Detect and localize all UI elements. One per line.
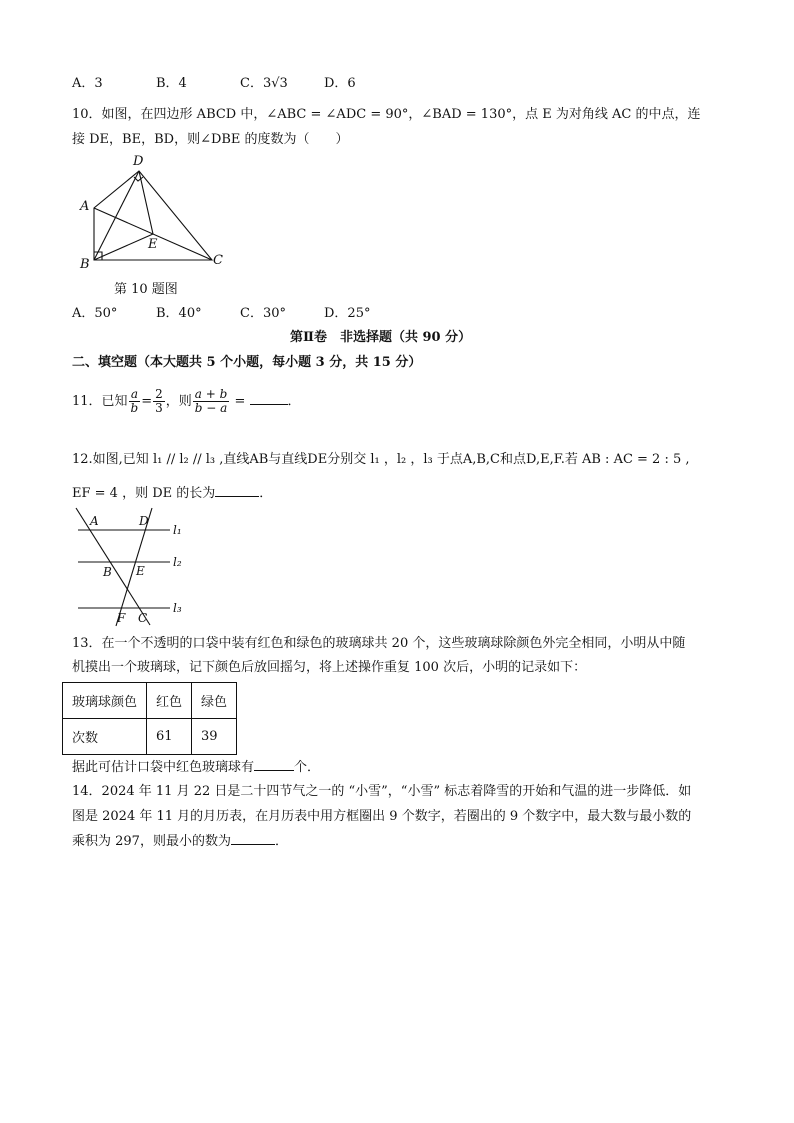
q10-label-c: C (213, 253, 223, 268)
q11-frac3-num: a + b (194, 387, 228, 401)
part2-title: 二、填空题（本大题共 5 个小题，每小题 3 分，共 15 分） (72, 355, 422, 370)
q12-label-b: B (103, 565, 112, 579)
section2-title: 第Ⅱ卷 非选择题（共 90 分） (290, 330, 472, 345)
q13-answer-blank[interactable] (254, 758, 294, 771)
q12-label-d: D (139, 514, 149, 528)
q10-option-c: C．30° (240, 306, 286, 321)
q14-text-line3 (72, 832, 288, 852)
q11-fraction-expression (193, 388, 230, 415)
q10-option-a: A．50° (72, 306, 118, 321)
q10-label-a: A (80, 199, 90, 214)
q12-label-c: C (138, 611, 148, 625)
q11-eq: = (141, 394, 153, 409)
table-header-cell: 玻璃球颜色 (63, 683, 147, 719)
q11-fraction-2-over-3 (153, 388, 165, 415)
q12-line2-prefix: EF = 4 ，则 DE 的长为 (72, 486, 216, 501)
q14-answer-blank[interactable] (231, 832, 275, 845)
q12-line2-suffix: ． (259, 486, 273, 501)
q13-record-table (62, 682, 237, 755)
q12-figure (72, 505, 192, 629)
q13-text-line3 (72, 758, 320, 778)
q14-text-line1: 14．2024 年 11 月 22 日是二十四节气之一的 “小雪”，“小雪” 标志着降雪的开始和气温的进一步降低．如 (72, 784, 692, 799)
table-cell: 61 (147, 719, 192, 755)
q12-answer-blank[interactable] (215, 484, 259, 497)
q10-text-line2: 接 DE，BE，BD，则∠DBE 的度数为（ ） (72, 132, 349, 147)
q10-segment-de (139, 171, 153, 234)
q14-line3-suffix: ． (274, 834, 288, 849)
q13-line3-prefix: 据此可估计口袋中红色玻璃球有 (72, 760, 255, 775)
q12-text-line2 (72, 484, 272, 504)
q12-label-l1: l₁ (173, 523, 182, 537)
q10-label-e: E (148, 237, 158, 252)
q9-option-b: B．4 (156, 76, 187, 91)
q10-text-line1: 10．如图，在四边形 ABCD 中，∠ABC = ∠ADC = 90°，∠BAD = 130°，点 E 为对角线 AC 的中点，连 (72, 107, 701, 122)
q11-frac2-num: 2 (155, 387, 163, 401)
q9-option-c: C．3√3 (240, 76, 288, 91)
q12-label-l3: l₃ (173, 601, 182, 615)
q11-fraction-a-over-b (129, 388, 141, 415)
q14-text-line2: 图是 2024 年 11 月的月历表，在月历表中用方框圈出 9 个数字，若圈出的 9 个数字中，最大数与最小数的 (72, 809, 692, 824)
table-row (63, 719, 237, 755)
q13-line3-suffix: 个． (294, 760, 321, 775)
q11-frac1-num: a (129, 388, 141, 402)
q11-mid: ，则 (165, 394, 192, 409)
q11-frac1-den: b (130, 401, 139, 415)
q11-frac2-den: 3 (155, 401, 163, 415)
q12-label-l2: l₂ (173, 555, 182, 569)
q11-text: 11．已知 $\frac{a}{b}$ = $\frac{2}{3}$ ，则 $\frac{a + b}{b - a}$ = ． (72, 387, 301, 415)
q12-label-a: A (90, 514, 99, 528)
q11-answer-blank[interactable] (250, 392, 288, 405)
q10-option-d: D．25° (324, 306, 371, 321)
q10-label-b: B (80, 257, 90, 272)
q11-frac3-den: b − a (194, 401, 228, 415)
table-cell: 次数 (63, 719, 147, 755)
q11-suffix: ． (287, 394, 301, 409)
q10-diagonal-bd (94, 171, 139, 260)
q10-segment-be (94, 234, 153, 260)
q12-label-f: F (117, 611, 126, 625)
q9-option-a: A．3 (72, 76, 103, 91)
q10-option-b: B．40° (156, 306, 202, 321)
q13-text-line1: 13．在一个不透明的口袋中装有红色和绿色的玻璃球共 20 个，这些玻璃球除颜色外完全相同，小明从中随 (72, 636, 686, 651)
q9-option-d: D．6 (324, 76, 356, 91)
table-header-cell: 绿色 (192, 683, 237, 719)
q14-line3-prefix: 乘积为 297，则最小的数为 (72, 834, 231, 849)
q12-label-e: E (136, 564, 145, 578)
q10-figure (72, 150, 232, 275)
q9-options (72, 74, 356, 94)
q10-options (72, 304, 370, 324)
q12-text-line1: 12.如图,已知 l₁ // l₂ // l₃ ,直线AB与直线DE分别交 l₁ ，l₂ ，l₃ 于点A,B,C和点D,E,F.若 AB : AC = 2 : 5 , (72, 452, 690, 467)
q13-text-line2: 机摸出一个玻璃球，记下颜色后放回摇匀，将上述操作重复 100 次后，小明的记录如下： (72, 660, 587, 675)
q10-label-d: D (133, 154, 144, 169)
q11-prefix: 11．已知 (72, 394, 128, 409)
table-cell: 39 (192, 719, 237, 755)
q10-figure-caption: 第 10 题图 (114, 282, 178, 297)
table-row (63, 683, 237, 719)
table-header-cell: 红色 (147, 683, 192, 719)
